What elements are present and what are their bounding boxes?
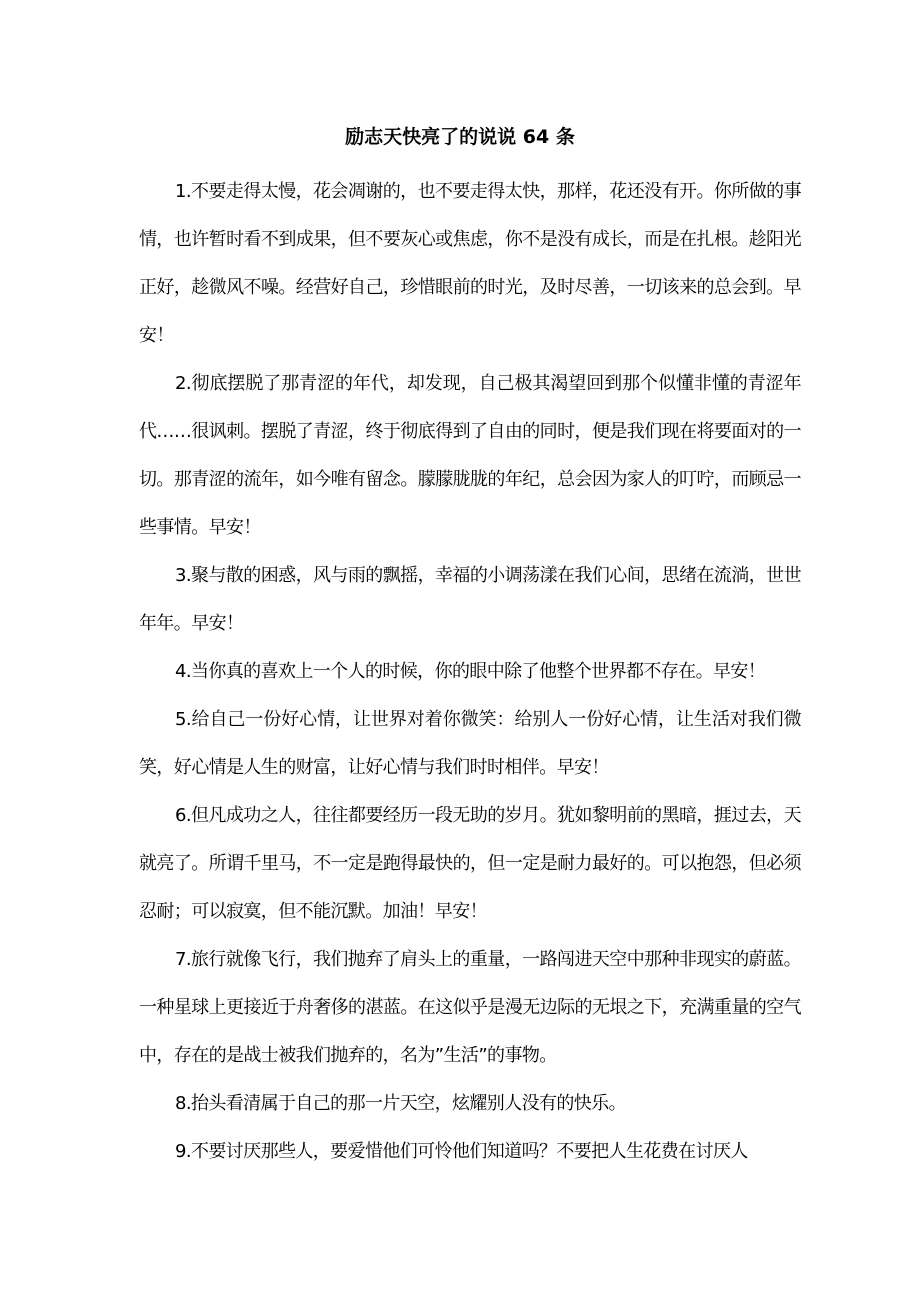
paragraph-2: 2.彻底摆脱了那青涩的年代，却发现，自己极其渴望回到那个似懂非懂的青涩年代……很讽刺。摆脱了青涩，终于彻底得到了自由的同时，便是我们现在将要面对的一切。那青涩的流年，如今唯有留念。朦朦胧胧的年纪，总会因为家人的叮咛，而顾忌一些事情。早安！	[139, 373, 801, 538]
paragraph-7: 7.旅行就像飞行，我们抛弃了肩头上的重量，一路闯进天空中那种非现实的蔚蓝。一种星球上更接近于舟奢侈的湛蓝。在这似乎是漫无边际的无垠之下，充满重量的空气中，存在的是战士被我们抛弃的，名为”生活”的事物。	[139, 949, 801, 1066]
document-body	[139, 168, 801, 1176]
paragraph-3: 3.聚与散的困惑，风与雨的飘摇，幸福的小调荡漾在我们心间，思绪在流淌，世世年年。早安！	[139, 565, 801, 634]
paragraph-1: 1.不要走得太慢，花会凋谢的，也不要走得太快，那样，花还没有开。你所做的事情，也许暂时看不到成果，但不要灰心或焦虑，你不是没有成长，而是在扎根。趁阳光正好，趁微风不噪。经营好自己，珍惜眼前的时光，及时尽善，一切该来的总会到。早安！	[139, 181, 801, 346]
paragraph-5: 5.给自己一份好心情，让世界对着你微笑：给别人一份好心情，让生活对我们微笑，好心情是人生的财富，让好心情与我们时时相伴。早安！	[139, 709, 801, 778]
paragraph-9: 9.不要讨厌那些人，要爱惜他们可怜他们知道吗？不要把人生花费在讨厌人	[175, 1141, 748, 1162]
page-title: 励志天快亮了的说说 64 条	[345, 126, 575, 148]
paragraph-4: 4.当你真的喜欢上一个人的时候，你的眼中除了他整个世界都不存在。早安！	[175, 661, 766, 682]
paragraph-8: 8.抬头看清属于自己的那一片天空，炫耀别人没有的快乐。	[175, 1093, 626, 1114]
paragraph-6: 6.但凡成功之人，往往都要经历一段无助的岁月。犹如黎明前的黑暗，捱过去，天就亮了。所谓千里马，不一定是跑得最快的，但一定是耐力最好的。可以抱怨，但必须忍耐；可以寂寞，但不能沉默。加油！早安！	[139, 805, 801, 922]
